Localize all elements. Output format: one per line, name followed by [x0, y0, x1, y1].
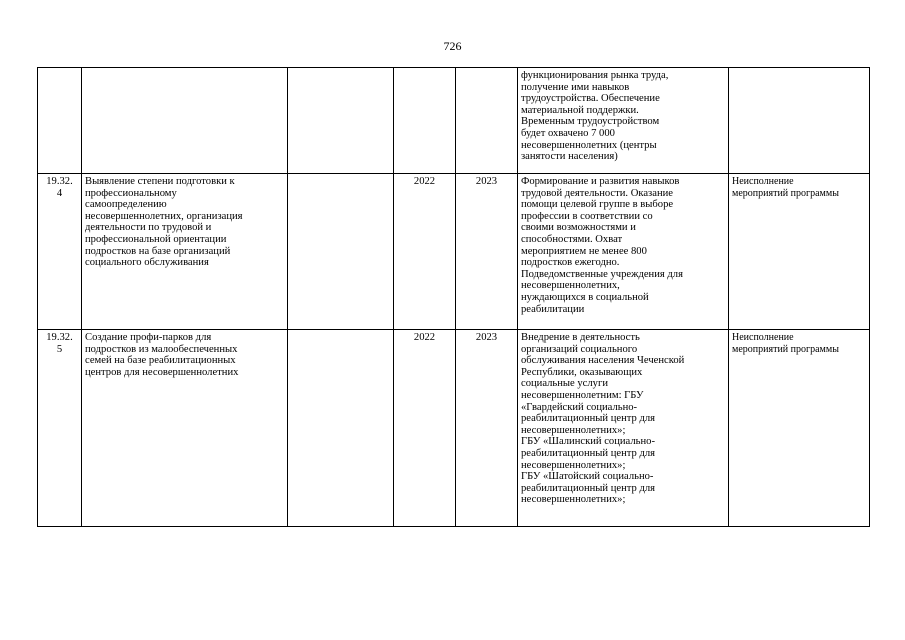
item-number-cell	[38, 68, 82, 174]
item-number-cell: 19.32. 4	[38, 174, 82, 330]
activity-name-cell: Выявление степени подготовки к профессиональному самоопределению несовершеннолетних, организация деятельности по трудовой и профессиональной ориентации подростков на базе организаций социального обслуживания	[82, 174, 288, 330]
activity-name-cell	[82, 68, 288, 174]
page-number: 726	[443, 39, 462, 53]
program-activities-table	[37, 67, 870, 527]
item-number-cell: 19.32. 5	[38, 330, 82, 527]
risk-cell: Неисполнение мероприятий программы	[729, 174, 870, 330]
expected-result-cell: Формирование и развития навыков трудовой деятельности. Оказание помощи целевой группе в выборе профессии в соответствии со своими возможностями и способностями. Охват мероприятием не менее 800 подростков ежегодно. Подведомственные учреждения для несовершеннолетних, нуждающихся в социальной реабилитации	[518, 174, 729, 330]
activity-name-cell: Создание профи-парков для подростков из малообеспеченных семей на базе реабилитационных центров для несовершеннолетних	[82, 330, 288, 527]
end-year-cell	[456, 68, 518, 174]
executor-cell	[288, 174, 394, 330]
expected-result-cell: Внедрение в деятельность организаций социального обслуживания населения Чеченской Республики, оказывающих социальные услуги несовершеннолетним: ГБУ «Гвардейский социально- реабилитационный центр для несовершеннолетних»; ГБУ «Шалинский социально- реабилитационный центр для несовершеннолетних»; ГБУ «Шатойский социально- реабилитационный центр для несовершеннолетних»;	[518, 330, 729, 527]
executor-cell	[288, 68, 394, 174]
start-year-cell	[394, 68, 456, 174]
table-row	[38, 68, 870, 174]
end-year-cell: 2023	[456, 330, 518, 527]
start-year-cell: 2022	[394, 174, 456, 330]
end-year-cell: 2023	[456, 174, 518, 330]
table-row	[38, 174, 870, 330]
executor-cell	[288, 330, 394, 527]
expected-result-cell: функционирования рынка труда, получение ими навыков трудоустройства. Обеспечение материальной поддержки. Временным трудоустройством будет охвачено 7 000 несовершеннолетних (центры занятости населения)	[518, 68, 729, 174]
risk-cell: Неисполнение мероприятий программы	[729, 330, 870, 527]
start-year-cell: 2022	[394, 330, 456, 527]
table-row	[38, 330, 870, 527]
risk-cell	[729, 68, 870, 174]
